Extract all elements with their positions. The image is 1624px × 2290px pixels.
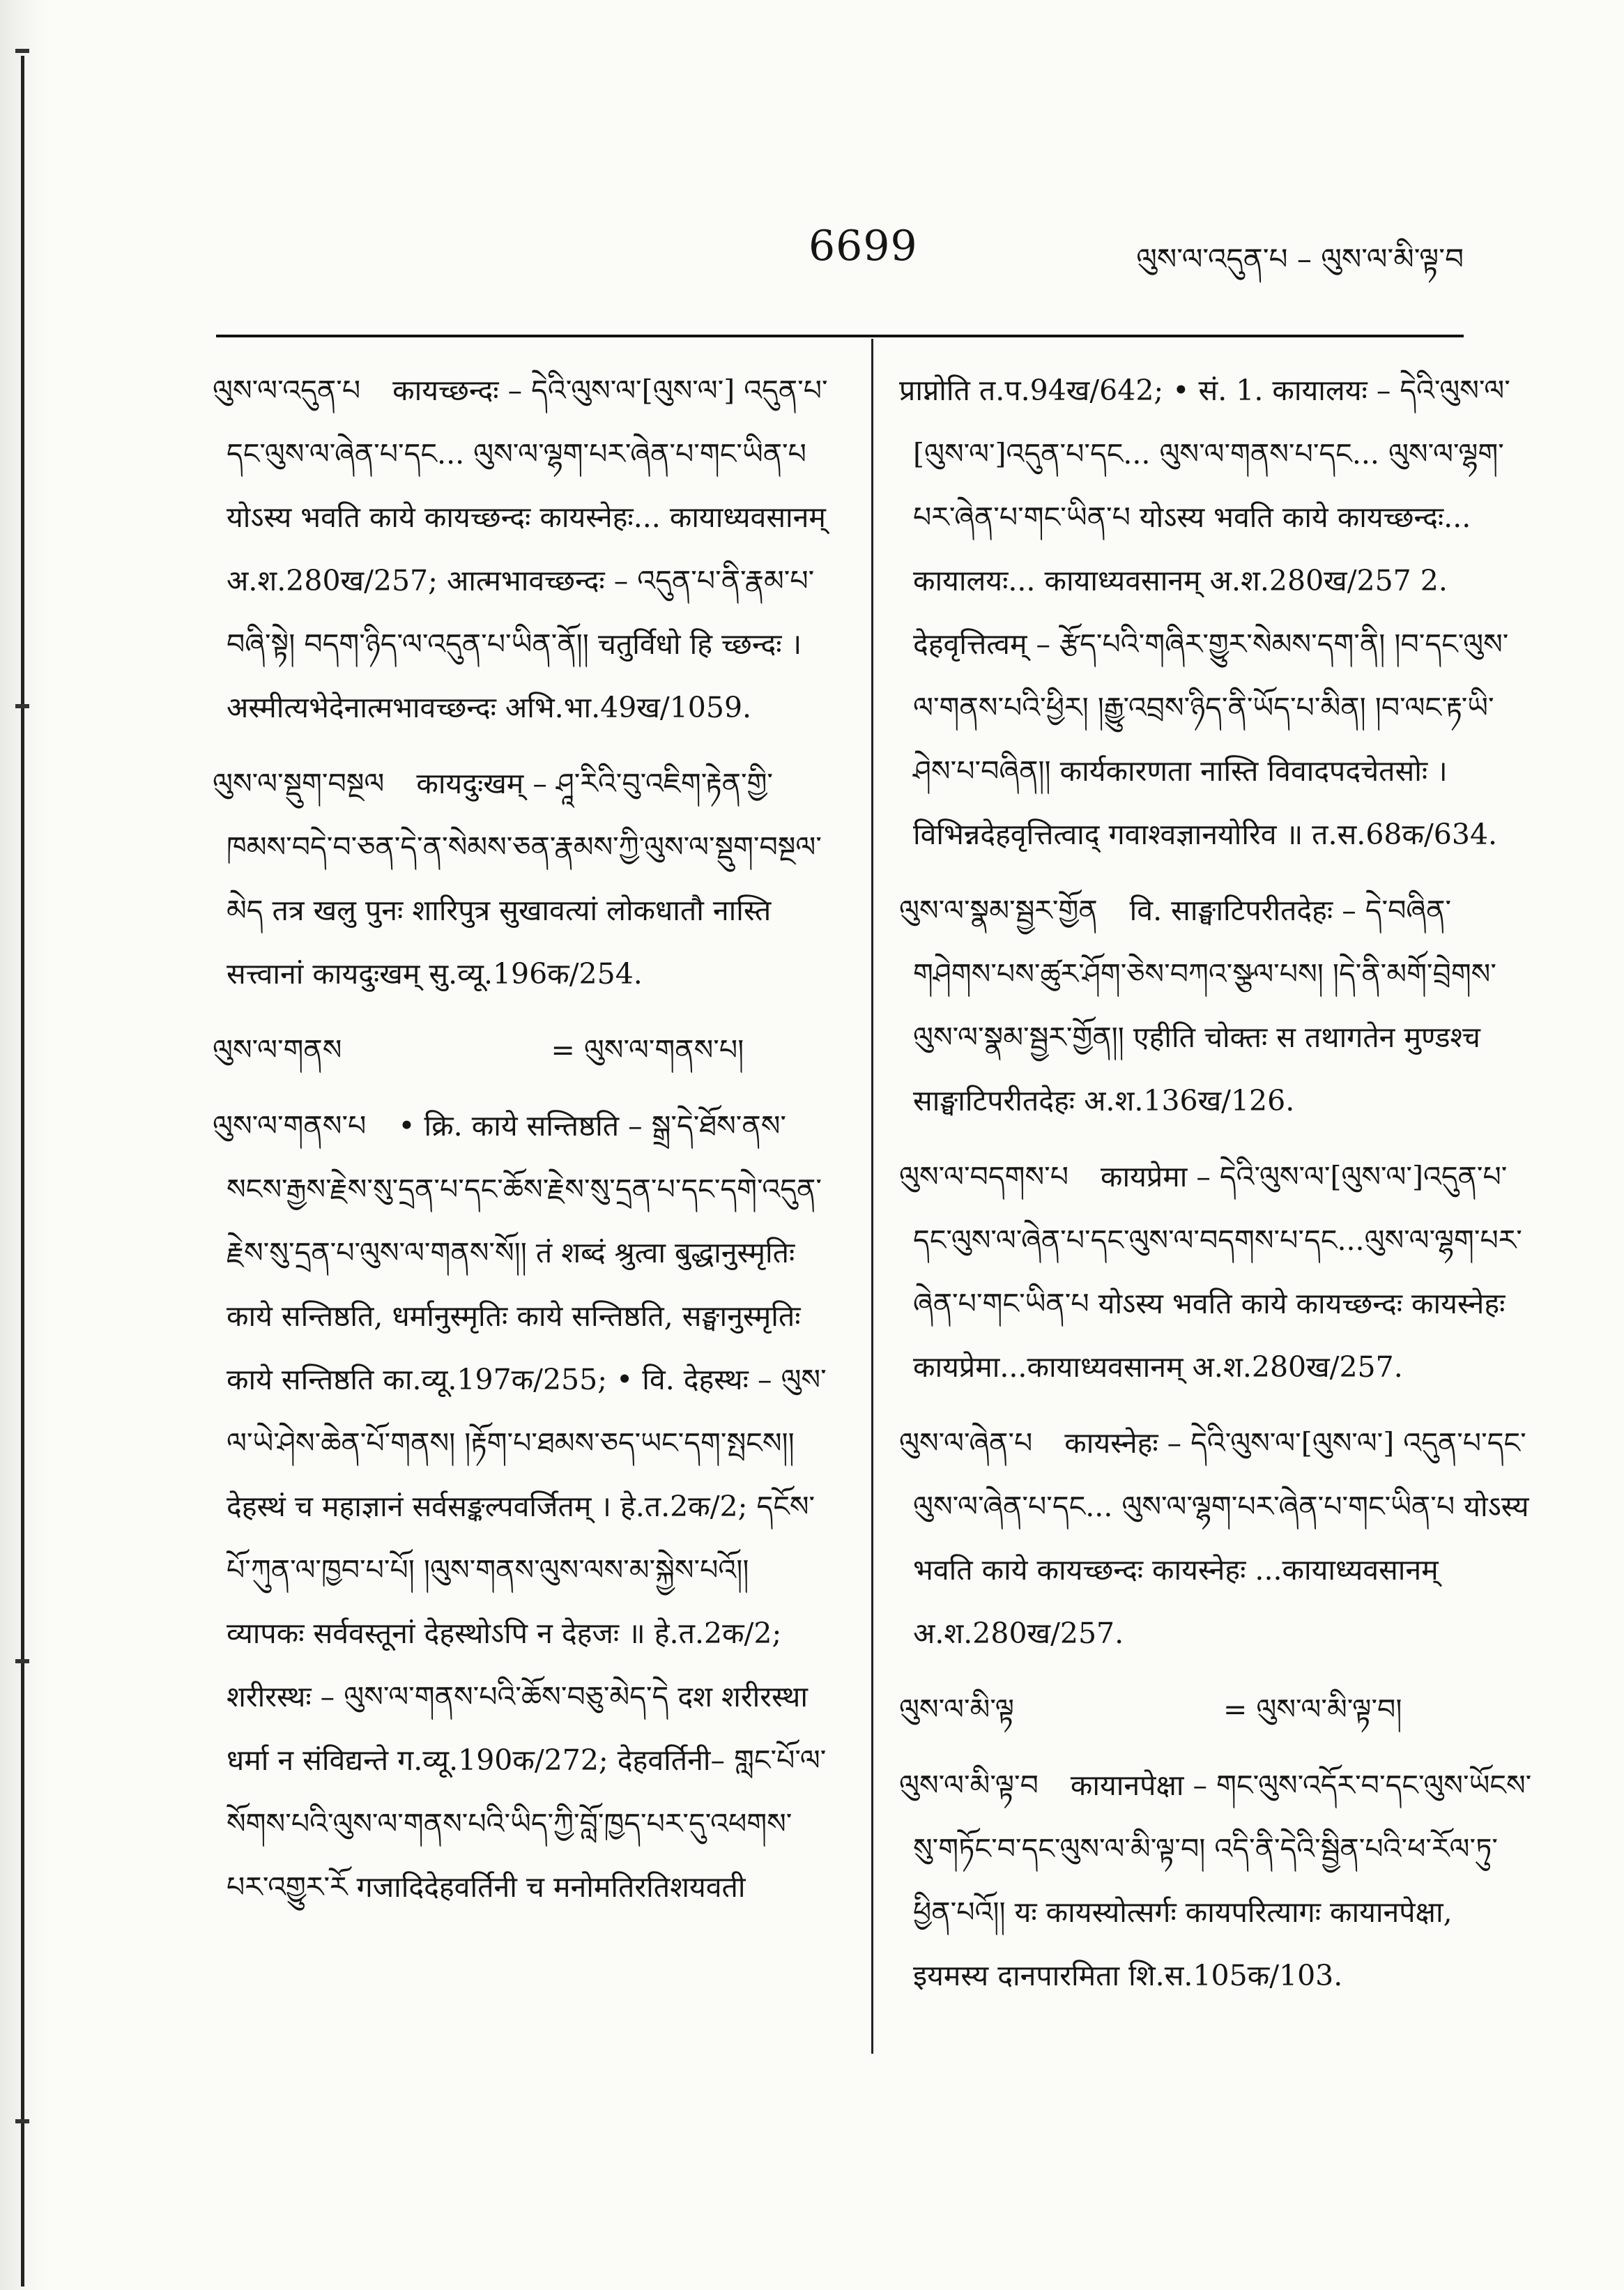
entry-headword: ལུས་ལ་མི་ལྟ <box>899 1693 1015 1726</box>
dictionary-entry <box>899 1678 1533 1741</box>
entry-text: कायप्रेमा – དེའི་ལུས་ལ་[ལུས་ལ་]འདུན་པ་དང་ལུས་ལ་ཞེན་པ་དང་ལུས་ལ་བདགས་པ་དང...ལུས་ལ་ལྷག་པར་ཞེན་པ་གང་ཡིན་པ योऽस्य भवति काये कायच्छन्दः कायस्नेहः कायप्रेमा...कायाध्यवसानम् अ.श.280ख/257. <box>913 1160 1522 1384</box>
column-divider <box>871 339 873 2054</box>
binding-mark <box>15 2119 29 2123</box>
dictionary-entry <box>899 1412 1533 1665</box>
binding-mark <box>15 704 29 708</box>
dictionary-entry <box>213 1018 833 1082</box>
binding-rule <box>21 56 24 2287</box>
entry-headword: ལུས་ལ་ཞེན་པ <box>899 1426 1033 1460</box>
binding-mark <box>15 1659 29 1663</box>
entry-text: = ལུས་ལ་མི་ལྟ་བ། <box>1223 1693 1402 1726</box>
dictionary-entry <box>899 1145 1533 1399</box>
dictionary-entry <box>899 879 1533 1133</box>
entry-text: कायानपेक्षा – གང་ལུས་འདོར་བ་དང་ལུས་ཡོངས་སུ་གཏོང་བ་དང་ལུས་ལ་མི་ལྟ་བ། འདི་ནི་དེའི་སྦྱིན་པའི་ཕ་རོལ་ཏུ་ཕྱིན་པའོ།། यः कायस्योत्सर्गः कायपरित्यागः कायानपेक्षा, इयमस्य दानपारमिता शि.स.105क/103. <box>913 1769 1532 1992</box>
dictionary-entry <box>899 1754 1533 2008</box>
entry-text: वि. साङ्घाटिपरीतदेहः – དེ་བཞིན་གཤེགས་པས་ཚུར་ཤོག་ཅེས་བཀའ་སྩལ་པས། །དེ་ནི་མགོ་བྲེགས་ལུས་ལ་སྣམ་སྦྱར་གྱོན།། एहीति चोक्तः स तथागतेन मुण्डश्च साङ्घाटिपरीतदेहः अ.श.136ख/126. <box>913 894 1496 1117</box>
page-number: 6699 <box>809 222 918 270</box>
page-binding-edge <box>0 0 49 2290</box>
dictionary-entry <box>213 359 833 740</box>
header-rule <box>216 335 1464 337</box>
entry-text: = ལུས་ལ་གནས་པ། <box>551 1033 744 1067</box>
right-column <box>899 359 1533 2020</box>
entry-headword: ལུས་ལ་འདུན་པ <box>213 374 361 407</box>
entry-headword: ལུས་ལ་མི་ལྟ་བ <box>899 1769 1039 1802</box>
entry-text: प्राप्नोति त.प.94ख/642; • सं. 1. कायालयः – དེའི་ལུས་ལ་[ལུས་ལ་]འདུན་པ་དང... ལུས་ལ་གནས་པ་དང... ལུས་ལ་ལྷག་པར་ཞེན་པ་གང་ཡིན་པ योऽस्य भवति काये कायच्छन्दः... कायालयः... कायाध्यवसानम् अ.श.280ख/257 2. देहवृत्तित्वम् – རྩོད་པའི་གཞིར་གྱུར་སེམས་དག་ནི། །བ་དང་ལུས་ལ་གནས་པའི་ཕྱིར། །རྒྱུ་འབྲས་ཉིད་ནི་ཡོད་པ་མིན། །བ་ལང་རྟ་ཡི་ཤེས་པ་བཞིན།། कार्यकारणता नास्ति विवादपदचेतसोः । विभिन्नदेहवृत्तित्वाद् गवाश्वज्ञानयोरिव ॥ त.स.68क/634. <box>899 374 1510 851</box>
entry-text: • क्रि. काये सन्तिष्ठति – སྒྲ་དེ་ཐོས་ནས་སངས་རྒྱས་རྗེས་སུ་དྲན་པ་དང་ཆོས་རྗེས་སུ་དྲན་པ་དང་དགེ་འདུན་རྗེས་སུ་དྲན་པ་ལུས་ལ་གནས་སོ།། तं शब्दं श्रुत्वा बुद्धानुस्मृतिः काये सन्तिष्ठति, धर्मानुस्मृतिः काये सन्तिष्ठति, सङ्घानुस्मृतिः काये सन्तिष्ठति का.व्यू.197क/255; • वि. देहस्थः – ལུས་ལ་ཡེ་ཤེས་ཆེན་པོ་གནས། །རྟོག་པ་ཐམས་ཅད་ཡང་དག་སྤངས།། देहस्थं च महाज्ञानं सर्वसङ्कल्पवर्जितम् । हे.त.2क/2; དངོས་པོ་ཀུན་ལ་ཁྱབ་པ་པོ། །ལུས་གནས་ལུས་ལས་མ་སྐྱེས་པའོ།། व्यापकः सर्ववस्तूनां देहस्थोऽपि न देहजः ॥ हे.त.2क/2; शरीरस्थः – ལུས་ལ་གནས་པའི་ཆོས་བཅུ་མེད་དེ दश शरीरस्था धर्मा न संविद्यन्ते ग.व्यू.190क/272; देहवर्तिनी– གླང་པོ་ལ་སོགས་པའི་ལུས་ལ་གནས་པའི་ཡིད་ཀྱི་བློ་ཁྱད་པར་དུ་འཕགས་པར་འགྱུར་རོ गजादिदेहवर्तिनी च मनोमतिरतिशयवती <box>227 1109 827 1904</box>
entry-text: कायस्नेहः – དེའི་ལུས་ལ་[ལུས་ལ་] འདུན་པ་དང་ལུས་ལ་ཞེན་པ་དང... ལུས་ལ་ལྷག་པར་ཞེན་པ་གང་ཡིན་པ योऽस्य भवति काये कायच्छन्दः कायस्नेहः ...कायाध्यवसानम् अ.श.280ख/257. <box>913 1426 1529 1650</box>
entry-headword: ལུས་ལ་གནས <box>213 1033 342 1067</box>
running-head: ལུས་ལ་འདུན་པ – ལུས་ལ་མི་ལྟ་བ <box>1136 242 1464 276</box>
entry-text: कायच्छन्दः – དེའི་ལུས་ལ་[ལུས་ལ་] འདུན་པ་དང་ལུས་ལ་ཞེན་པ་དང... ལུས་ལ་ལྷག་པར་ཞེན་པ་གང་ཡིན་པ योऽस्य भवति काये कायच्छन्दः कायस्नेहः... कायाध्यवसानम् अ.श.280ख/257; आत्मभावच्छन्दः – འདུན་པ་ནི་རྣམ་པ་བཞི་སྟེ། བདག་ཉིད་ལ་འདུན་པ་ཡིན་ནོ།། चतुर्विधो हि च्छन्दः । अस्मीत्यभेदेनात्मभावच्छन्दः अभि.भा.49ख/1059. <box>227 374 828 724</box>
binding-mark <box>15 49 29 53</box>
dictionary-entry-continued <box>899 359 1533 867</box>
page-header <box>209 222 1464 291</box>
entry-headword: ལུས་ལ་སྡུག་བསྔལ <box>213 767 385 800</box>
entry-headword: ལུས་ལ་བདགས་པ <box>899 1160 1069 1193</box>
entry-headword: ལུས་ལ་གནས་པ <box>213 1109 367 1143</box>
dictionary-entry <box>213 1094 833 1919</box>
left-column <box>213 359 833 1932</box>
entry-text: कायदुःखम् – ཤཱ་རིའི་བུ་འཇིག་རྟེན་གྱི་ཁམས་བདེ་བ་ཅན་དེ་ན་སེམས་ཅན་རྣམས་ཀྱི་ལུས་ལ་སྡུག་བསྔལ་མེད तत्र खलु पुनः शारिपुत्र सुखावत्यां लोकधातौ नास्ति सत्त्वानां कायदुःखम् सु.व्यू.196क/254. <box>227 767 822 991</box>
dictionary-entry <box>213 752 833 1006</box>
entry-headword: ལུས་ལ་སྣམ་སྦྱར་གྱོན <box>899 894 1098 927</box>
